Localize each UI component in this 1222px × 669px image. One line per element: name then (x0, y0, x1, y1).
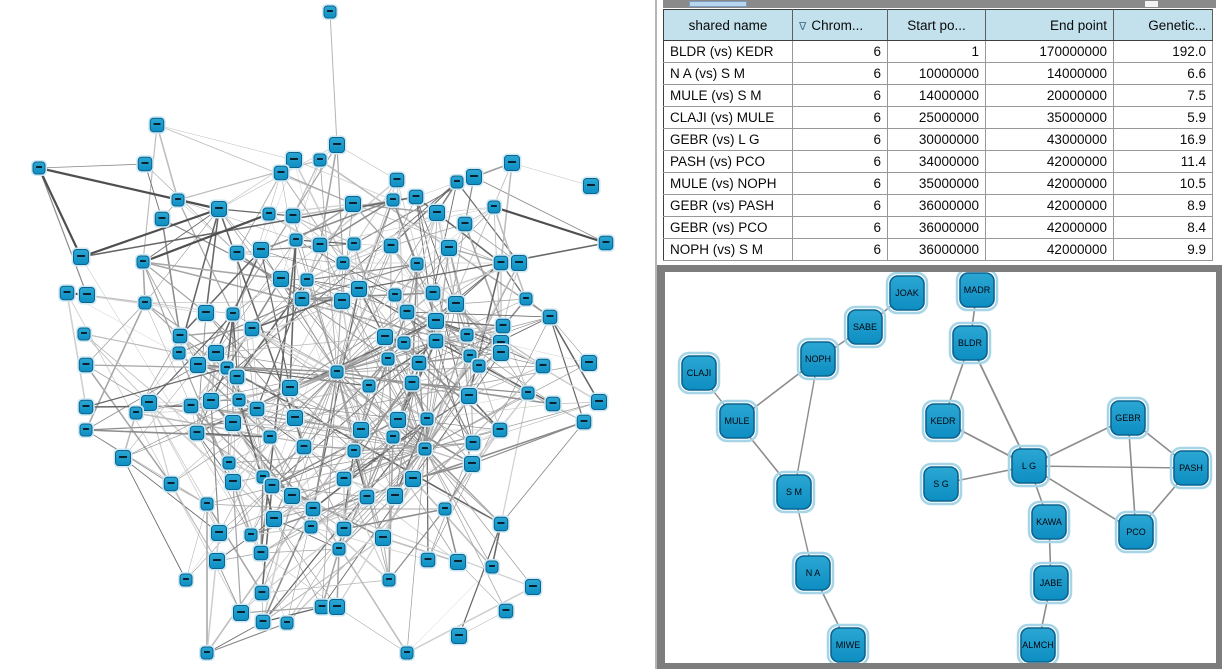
network-edge (389, 509, 445, 580)
node-label-smudge (385, 357, 391, 359)
node-label-smudge (470, 441, 477, 443)
network-node-pash[interactable] (1171, 448, 1211, 488)
node-label: PCO (1126, 527, 1146, 537)
network-edge (407, 587, 533, 653)
node-label-smudge (140, 260, 146, 262)
node-label-smudge (284, 621, 290, 623)
filter-icon[interactable]: ∇ (799, 20, 807, 33)
table-cell: GEBR (vs) PCO (664, 217, 793, 239)
table-cell: PASH (vs) PCO (664, 151, 793, 173)
node-label-smudge (394, 178, 401, 180)
table-cell: 6 (793, 217, 888, 239)
network-edge (494, 207, 526, 299)
node-label-smudge (230, 312, 236, 314)
network-edge (337, 607, 407, 653)
node-label-smudge (445, 246, 453, 248)
table-cell: 6 (793, 129, 888, 151)
node-label-smudge (340, 261, 346, 263)
column-header-label: Chrom... (811, 17, 864, 33)
node-label-smudge (388, 244, 395, 246)
network-edge (512, 163, 591, 186)
node-label-smudge (290, 214, 297, 216)
scrollbar-thumb[interactable] (689, 1, 747, 7)
node-label-smudge (215, 207, 223, 209)
table-cell: 25000000 (888, 107, 986, 129)
table-header-row (664, 10, 1213, 41)
table-row[interactable] (664, 85, 1213, 107)
network-node-s-m[interactable] (774, 472, 814, 512)
node-label-smudge (497, 428, 504, 430)
node-label-smudge (277, 277, 285, 279)
network-edge (81, 209, 219, 257)
node-label-smudge (81, 332, 87, 334)
table-cell: 6 (793, 173, 888, 195)
node-label-smudge (194, 363, 202, 365)
table-cell: 6 (793, 85, 888, 107)
node-label-smudge (416, 361, 423, 363)
node-label-smudge (299, 297, 306, 299)
node-label-smudge (234, 251, 241, 253)
network-node-miwe[interactable] (828, 625, 868, 663)
node-label-smudge (64, 291, 71, 293)
network-node-almch[interactable] (1018, 625, 1058, 663)
node-label-smudge (212, 351, 220, 353)
column-header[interactable] (888, 10, 986, 41)
horizontal-scrollbar[interactable] (663, 0, 1216, 8)
table-row[interactable] (664, 107, 1213, 129)
table-row[interactable] (664, 217, 1213, 239)
node-label-smudge (404, 310, 411, 312)
table-cell: 6 (793, 63, 888, 85)
table-cell: N A (vs) S M (664, 63, 793, 85)
node-label: S M (785, 487, 803, 497)
network-node-joak[interactable] (887, 273, 927, 313)
node-label-smudge (290, 158, 298, 160)
node-label-smudge (260, 620, 267, 622)
node-label: MULE (724, 416, 750, 426)
table-cell: 10.5 (1114, 173, 1213, 195)
node-label-smudge (36, 166, 42, 168)
table-row[interactable] (664, 63, 1213, 85)
network-edge (39, 168, 81, 257)
node-label: GEBR (1115, 413, 1141, 423)
network-edge[interactable] (970, 343, 1029, 466)
node-label: MADR (963, 285, 991, 295)
node-label-smudge (465, 394, 473, 396)
node-label-smudge (442, 507, 448, 509)
node-label-smudge (414, 262, 420, 264)
node-label-smudge (226, 461, 232, 463)
node-label: BLDR (957, 338, 983, 348)
node-label-smudge (454, 560, 462, 562)
node-label-smudge (476, 364, 482, 366)
scrollbar-slot (1145, 1, 1158, 7)
node-label-smudge (83, 428, 89, 430)
table-cell: MULE (vs) NOPH (664, 173, 793, 195)
table-cell: 36000000 (888, 217, 986, 239)
node-label-smudge (259, 591, 266, 593)
node-label-smudge (317, 243, 324, 245)
node-label-smudge (433, 339, 440, 341)
node-label-smudge (154, 123, 161, 125)
table-cell: NOPH (vs) S M (664, 239, 793, 261)
node-label-smudge (454, 180, 460, 182)
node-label-smudge (249, 327, 256, 329)
table-cell: 36000000 (888, 195, 986, 217)
node-label-smudge (547, 315, 554, 317)
node-label-smudge (254, 407, 261, 409)
table-cell: 42000000 (986, 151, 1114, 173)
node-label-smudge (176, 351, 182, 353)
network-edge (261, 549, 339, 553)
node-label-smudge (550, 402, 557, 404)
node-label-smudge (379, 536, 387, 538)
table-cell: 30000000 (888, 129, 986, 151)
node-label-smudge (236, 398, 242, 400)
node-label-smudge (503, 609, 510, 611)
node-label-smudge (234, 375, 241, 377)
node-label-smudge (351, 449, 357, 451)
node-label-smudge (341, 477, 348, 479)
node-label-smudge (133, 411, 139, 413)
network-node-gebr[interactable] (1108, 398, 1148, 438)
table-cell: 14000000 (888, 85, 986, 107)
node-label: KEDR (930, 416, 956, 426)
node-label-smudge (145, 401, 153, 403)
table-cell: 6 (793, 41, 888, 63)
node-label-smudge (333, 143, 341, 145)
node-label-smudge (334, 370, 340, 372)
node-label-smudge (529, 585, 537, 587)
table-cell: 10000000 (888, 63, 986, 85)
column-header-label: shared name (688, 17, 768, 33)
node-label-smudge (455, 634, 463, 636)
node-label-smudge (336, 547, 342, 549)
network-node-claji[interactable] (679, 353, 719, 393)
node-label-smudge (425, 558, 432, 560)
node-label-smudge (386, 578, 392, 580)
network-node-kedr[interactable] (923, 401, 963, 441)
node-label-smudge (168, 482, 175, 484)
network-edge (494, 207, 606, 243)
table-cell: 42000000 (986, 195, 1114, 217)
node-label-smudge (188, 404, 195, 406)
table-cell: 6 (793, 195, 888, 217)
network-node-noph[interactable] (798, 339, 838, 379)
node-label-smudge (333, 605, 341, 607)
network-edge (86, 365, 149, 403)
node-label-smudge (202, 311, 210, 313)
network-node-pco[interactable] (1116, 512, 1156, 552)
table-cell: 34000000 (888, 151, 986, 173)
node-label-smudge (310, 507, 317, 509)
table-cell: 20000000 (986, 85, 1114, 107)
table-cell: 42000000 (986, 239, 1114, 261)
table-row[interactable] (664, 195, 1213, 217)
right-panel (655, 0, 1222, 669)
node-label: JABE (1039, 578, 1063, 588)
node-label-smudge (468, 462, 476, 464)
network-node-kawa[interactable] (1029, 502, 1069, 542)
node-label-smudge (390, 198, 396, 200)
network-edge (39, 164, 145, 168)
node-label: L G (1021, 461, 1037, 471)
node-label-smudge (392, 293, 398, 295)
node-label: S G (933, 479, 949, 489)
node-label-smudge (585, 361, 593, 363)
table-cell: 9.9 (1114, 239, 1213, 261)
node-label-smudge (515, 261, 523, 263)
node-label-smudge (587, 184, 595, 186)
node-label-smudge (77, 255, 85, 257)
node-label-smudge (391, 494, 399, 496)
node-label-smudge (422, 447, 428, 449)
node-label-smudge (301, 445, 308, 447)
table-cell: GEBR (vs) PASH (664, 195, 793, 217)
table-cell: 43000000 (986, 129, 1114, 151)
table-cell: 8.4 (1114, 217, 1213, 239)
table-cell: 14000000 (986, 63, 1114, 85)
table-cell: 6 (793, 107, 888, 129)
node-label-smudge (498, 261, 505, 263)
table-cell: 16.9 (1114, 129, 1213, 151)
network-node-mule[interactable] (717, 401, 757, 441)
node-label-smudge (327, 10, 333, 12)
column-header[interactable] (793, 10, 888, 41)
node-label-smudge (266, 212, 272, 214)
node-label-smudge (258, 551, 265, 553)
node-label-smudge (293, 238, 299, 240)
table-cell: 8.9 (1114, 195, 1213, 217)
table-body (664, 41, 1213, 261)
node-label-smudge (260, 475, 266, 477)
node-label: CLAJI (686, 368, 712, 378)
node-label-smudge (159, 217, 166, 219)
network-edge (171, 409, 257, 484)
table-cell: 35000000 (986, 107, 1114, 129)
table-cell: 6.6 (1114, 63, 1213, 85)
table-cell: 42000000 (986, 173, 1114, 195)
node-label-smudge (224, 366, 230, 368)
network-edge (157, 125, 178, 200)
node-label-smudge (464, 333, 470, 335)
node-label-smudge (204, 502, 210, 504)
table-cell: CLAJI (vs) MULE (664, 107, 793, 129)
column-header[interactable] (986, 10, 1114, 41)
table-cell: 7.5 (1114, 85, 1213, 107)
node-label-smudge (270, 517, 278, 519)
node-label-smudge (142, 162, 149, 164)
network-edge (459, 524, 501, 636)
node-label-smudge (603, 241, 610, 243)
table-cell: 6 (793, 239, 888, 261)
node-label-smudge (291, 416, 299, 418)
node-label-smudge (497, 341, 505, 343)
network-node-madr[interactable] (957, 272, 997, 310)
table-row[interactable] (664, 173, 1213, 195)
node-label-smudge (237, 611, 245, 613)
node-label-smudge (308, 525, 314, 527)
network-view-panel (657, 265, 1222, 669)
node-label-smudge (452, 302, 460, 304)
table-cell: 35000000 (888, 173, 986, 195)
table-row[interactable] (664, 151, 1213, 173)
node-label: JOAK (895, 288, 919, 298)
node-label-smudge (142, 301, 148, 303)
node-label-smudge (229, 480, 237, 482)
node-label-smudge (409, 381, 416, 383)
node-label-smudge (349, 202, 357, 204)
column-header[interactable] (664, 10, 793, 41)
node-label-smudge (204, 651, 210, 653)
node-label-smudge (462, 222, 469, 224)
node-label-smudge (381, 335, 389, 337)
node-label-smudge (338, 299, 346, 301)
node-label: KAWA (1036, 517, 1062, 527)
node-label-smudge (304, 278, 310, 280)
network-node-l-g[interactable] (1009, 446, 1049, 486)
node-label-smudge (267, 435, 273, 437)
node-label-smudge (500, 324, 507, 326)
table-row[interactable] (664, 41, 1213, 63)
node-label-smudge (175, 198, 181, 200)
overview-edges (39, 12, 606, 653)
node-label-smudge (498, 522, 505, 524)
node-label-smudge (351, 242, 357, 244)
network-edge (86, 430, 207, 504)
node-label-smudge (248, 533, 254, 535)
column-header[interactable] (1114, 10, 1213, 41)
table-cell: 170000000 (986, 41, 1114, 63)
network-node-jabe[interactable] (1031, 563, 1071, 603)
network-edge (207, 533, 219, 653)
network-edge (123, 458, 219, 533)
node-label-smudge (119, 456, 127, 458)
node-label-smudge (288, 494, 296, 496)
node-label-smudge (467, 354, 473, 356)
detail-network-canvas[interactable] (665, 272, 1216, 663)
node-label-smudge (83, 363, 90, 365)
column-header-label: End point (1049, 17, 1107, 33)
table-cell: 192.0 (1114, 41, 1213, 63)
node-label-smudge (409, 477, 417, 479)
node-label-smudge (366, 384, 372, 386)
node-label-smudge (404, 651, 410, 653)
node-label-smudge (83, 405, 90, 407)
node-label-smudge (194, 431, 201, 433)
node-label-smudge (317, 158, 323, 160)
table-cell: 11.4 (1114, 151, 1213, 173)
table-cell: BLDR (vs) KEDR (664, 41, 793, 63)
table-cell: 5.9 (1114, 107, 1213, 129)
network-node-s-g[interactable] (921, 464, 961, 504)
node-label-smudge (207, 399, 215, 401)
node-label-smudge (341, 527, 348, 529)
node-label: PASH (1179, 463, 1203, 473)
node-label: NOPH (804, 354, 832, 364)
node-label-smudge (595, 400, 603, 402)
node-label-smudge (390, 435, 396, 437)
table-cell: 36000000 (888, 239, 986, 261)
network-edge (171, 484, 217, 561)
node-label-smudge (525, 391, 531, 393)
node-label-smudge (394, 418, 402, 420)
table-cell: 6 (793, 151, 888, 173)
column-header-label: Start po... (907, 17, 966, 33)
column-header-label: Genetic... (1148, 17, 1206, 33)
node-label-smudge (177, 334, 184, 336)
node-label-smudge (433, 211, 441, 213)
network-edge (433, 224, 465, 293)
node-label-smudge (183, 578, 189, 580)
table-row[interactable] (664, 129, 1213, 151)
node-label-smudge (355, 287, 363, 289)
node-label-smudge (278, 171, 285, 173)
node-label-smudge (357, 428, 365, 430)
network-edge (157, 125, 294, 160)
node-label-smudge (523, 297, 529, 299)
node-label-smudge (319, 605, 326, 607)
node-label-smudge (413, 195, 420, 197)
node-label-smudge (432, 319, 440, 321)
network-edge (86, 303, 145, 365)
network-edge (207, 623, 287, 653)
node-label-smudge (215, 531, 223, 533)
node-label-smudge (229, 421, 237, 423)
node-label: ALMCH (1022, 640, 1054, 650)
node-label-smudge (213, 559, 221, 561)
node-label-smudge (269, 484, 276, 486)
network-edge (501, 393, 528, 524)
node-label-smudge (257, 248, 265, 250)
table-cell: MULE (vs) S M (664, 85, 793, 107)
table-cell: 42000000 (986, 217, 1114, 239)
network-edge (39, 168, 219, 209)
table-cell: 1 (888, 41, 986, 63)
network-node-sabe[interactable] (845, 307, 885, 347)
network-edge (262, 529, 344, 593)
node-label-smudge (83, 293, 91, 295)
node-label: N A (805, 568, 821, 578)
node-label-smudge (286, 386, 294, 388)
network-edge (39, 168, 87, 295)
node-label-smudge (491, 205, 497, 207)
node-label: SABE (852, 322, 878, 332)
network-edge[interactable] (1029, 466, 1191, 468)
node-label: MIWE (835, 640, 861, 650)
edge-attribute-table (663, 9, 1213, 261)
network-node-n-a[interactable] (793, 553, 833, 593)
node-label-smudge (430, 291, 437, 293)
table-header (664, 10, 1213, 41)
node-label-smudge (497, 351, 505, 353)
node-label-smudge (581, 420, 588, 422)
network-edge (330, 12, 337, 145)
node-label-smudge (424, 417, 430, 419)
network-node-bldr[interactable] (950, 323, 990, 363)
table-cell: GEBR (vs) L G (664, 129, 793, 151)
node-label-smudge (540, 364, 547, 366)
node-label-smudge (489, 565, 495, 567)
node-label-smudge (401, 341, 407, 343)
node-label-smudge (470, 175, 478, 177)
node-label-smudge (364, 495, 371, 497)
node-label-smudge (508, 161, 516, 163)
table-row[interactable] (664, 239, 1213, 261)
